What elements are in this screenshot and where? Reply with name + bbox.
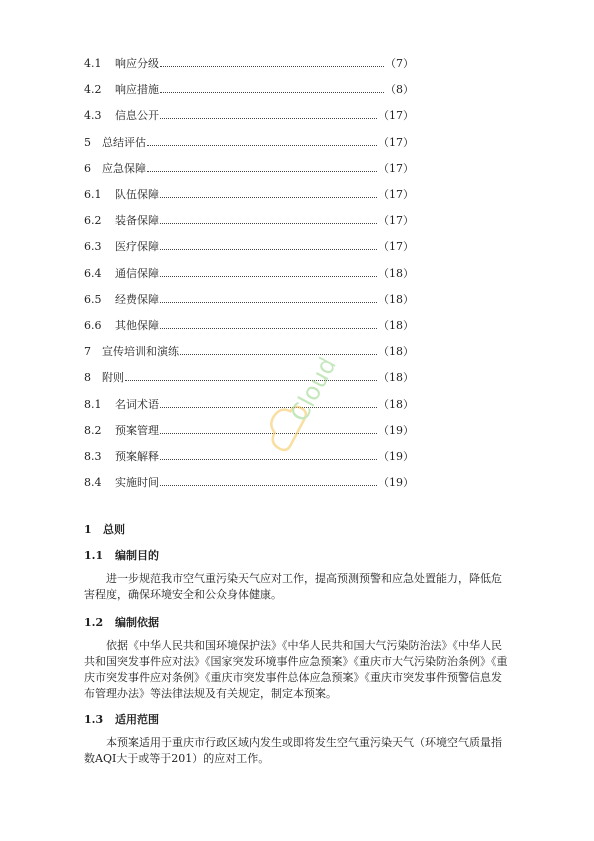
toc-entry-number: 6.5 <box>84 292 102 306</box>
paragraph-scope: 本预案适用于重庆市行政区域内发生或即将发生空气重污染天气（环境空气质量指数AQI大于或等于201）的应对工作。 <box>84 736 502 765</box>
toc-entry-page: （8） <box>385 83 414 97</box>
toc-entry-number: 7 <box>84 345 91 359</box>
toc-entry-page: （18） <box>378 292 414 306</box>
toc-entry[interactable] <box>84 55 414 71</box>
toc-entry-page: （17） <box>378 188 414 201</box>
toc-entry[interactable] <box>84 291 414 307</box>
toc-entry-title: 经费保障 <box>115 292 159 306</box>
toc-entry-page: （17） <box>378 109 414 123</box>
toc-entry-title: 队伍保障 <box>115 188 159 201</box>
toc-entry-number: 6.4 <box>84 266 102 280</box>
toc-entry-number: 6 <box>84 161 91 175</box>
toc-entry-page: （17） <box>378 214 414 228</box>
toc-entry-number: 4.1 <box>84 57 102 70</box>
toc-leader-dots <box>160 301 377 303</box>
toc-entry-title: 通信保障 <box>115 266 159 280</box>
paragraph-purpose: 进一步规范我市空气重污染天气应对工作，提高预测预警和应急处置能力，降低危害程度，确保环境安全和公众身体健康。 <box>84 572 502 601</box>
toc-entry-title: 名词术语 <box>115 397 159 411</box>
toc-entry-page: （17） <box>378 240 414 254</box>
toc-entry-page: （18） <box>378 371 414 385</box>
toc-entry-page: （18） <box>378 319 414 332</box>
toc-entry-page: （18） <box>378 266 414 280</box>
toc-leader-dots <box>160 275 377 277</box>
toc-entry-number: 6.2 <box>84 214 102 228</box>
toc-entry-title: 应急保障 <box>102 161 146 175</box>
toc-entry-title: 响应措施 <box>115 83 159 97</box>
toc-entry-title: 信息公开 <box>115 109 159 123</box>
svg-text:Cloud: Cloud <box>285 352 342 427</box>
section-heading-1-2: 1.2 编制依据 <box>84 616 159 629</box>
toc-entry-number: 8.4 <box>84 476 102 490</box>
toc-leader-dots <box>160 458 377 460</box>
toc-entry-page: （7） <box>385 57 414 70</box>
toc-entry-number: 4.2 <box>84 83 102 97</box>
toc-entry-number: 8.2 <box>84 423 102 437</box>
toc-entry-number: 5 <box>84 135 91 149</box>
toc-entry[interactable] <box>84 474 414 490</box>
toc-leader-dots <box>160 484 377 486</box>
toc-entry-title: 附则 <box>102 371 124 385</box>
toc-entry[interactable] <box>84 186 414 202</box>
toc-entry-page: （17） <box>378 161 414 175</box>
toc-entry-page: （19） <box>378 423 414 437</box>
toc-entry-number: 8.3 <box>84 450 102 463</box>
toc-entry[interactable] <box>84 448 414 464</box>
toc-entry-title: 响应分级 <box>115 57 159 70</box>
toc-entry[interactable] <box>84 396 414 412</box>
toc-entry[interactable] <box>84 422 414 438</box>
toc-leader-dots <box>160 196 377 198</box>
toc-entry-title: 总结评估 <box>102 135 146 149</box>
paragraph-basis: 依据《中华人民共和国环境保护法》《中华人民共和国大气污染防治法》《中华人民共和国突发事件应对法》《国家突发环境事件应急预案》《重庆市大气污染防治条例》《重庆市突发事件应对条例》《重庆市突发事件总体应急预案》《重庆市突发事件预警信息发布管理办法》等法律法规及有关规定，制定本预案。 <box>84 639 508 700</box>
toc-entry-title: 宣传培训和演练 <box>102 345 179 359</box>
toc-entry[interactable] <box>84 343 414 359</box>
toc-leader-dots <box>160 222 377 224</box>
toc-entry-number: 8 <box>84 371 91 385</box>
section-heading-1: 1 总则 <box>84 523 125 536</box>
toc-entry-title: 实施时间 <box>115 476 159 490</box>
toc-entry[interactable] <box>84 317 414 333</box>
toc-entry[interactable] <box>84 160 414 176</box>
toc-entry-page: （19） <box>378 450 414 463</box>
toc-entry[interactable] <box>84 238 414 254</box>
toc-entry-title: 医疗保障 <box>115 240 159 254</box>
toc-leader-dots <box>147 170 377 172</box>
toc-entry[interactable] <box>84 265 414 281</box>
toc-leader-dots <box>147 144 377 146</box>
toc-entry-title: 其他保障 <box>115 319 159 332</box>
toc-leader-dots <box>160 91 384 93</box>
toc-entry[interactable] <box>84 134 414 150</box>
toc-entry-title: 装备保障 <box>115 214 159 228</box>
toc-entry[interactable] <box>84 81 414 97</box>
toc-entry[interactable] <box>84 212 414 228</box>
toc-entry[interactable] <box>84 369 414 385</box>
toc-entry-number: 6.1 <box>84 188 102 201</box>
toc-leader-dots <box>180 353 377 355</box>
toc-entry-title: 预案解释 <box>115 450 159 463</box>
section-heading-1-3: 1.3 适用范围 <box>84 713 159 726</box>
section-heading-1-1: 1.1 编制目的 <box>84 549 159 562</box>
toc-entry-number: 8.1 <box>84 397 102 411</box>
toc-entry-page: （18） <box>378 345 414 359</box>
toc-leader-dots <box>160 248 377 250</box>
toc-entry-number: 4.3 <box>84 109 102 123</box>
toc-leader-dots <box>160 65 384 67</box>
toc-entry-page: （18） <box>378 397 414 411</box>
toc-entry-page: （19） <box>378 476 414 490</box>
toc-entry-page: （17） <box>378 135 414 149</box>
toc-leader-dots <box>160 117 377 119</box>
toc-leader-dots <box>160 327 377 329</box>
toc-entry-title: 预案管理 <box>115 423 159 437</box>
toc-entry-number: 6.3 <box>84 240 102 254</box>
toc-entry[interactable] <box>84 107 414 123</box>
toc-entry-number: 6.6 <box>84 319 102 332</box>
